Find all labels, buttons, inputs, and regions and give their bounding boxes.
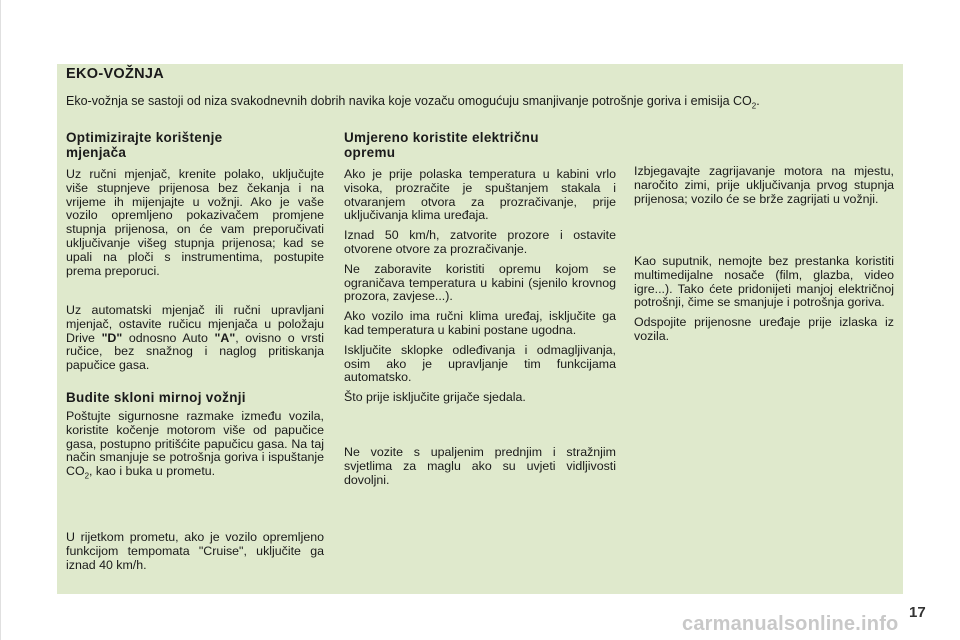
- calm-text-a: Poštujte sigurnosne razmake između vozila, koristite kočenje motorom više od papučice gasa, postupno pritišćite papučicu gasa. Na taj način smanjuje se potrošnja goriva i ispuštanje CO: [66, 409, 324, 479]
- intro-subscript: 2: [751, 101, 757, 111]
- page-edge: [0, 0, 1, 640]
- paragraph-temperature-equipment: Ne zaboravite koristiti opremu kojom se ograničava temperatura u kabini (sjenilo krovnog prozora, zavjese...).: [344, 261, 616, 304]
- drive-label: "D": [101, 330, 123, 345]
- auto-text-c: odnosno Auto: [122, 330, 215, 345]
- paragraph-automatic-gearbox: [66, 304, 324, 373]
- heading-calm-driving: Budite skloni mirnoj vožnji: [66, 390, 246, 405]
- heading-electrical-equipment: Umjereno koristite električnu opremu: [344, 130, 539, 160]
- auto-text-e: , ovisno o vrsti ručice, bez snažnog i naglog pritiskanja papučice gasa.: [66, 330, 325, 373]
- auto-text-a: Uz automatski mjenjač ili ručni upravljani mjenjač, ostavite ručicu mjenjača u položaju Drive: [66, 303, 324, 345]
- paragraph-seat-heaters: Što prije isključite grijače sjedala.: [344, 390, 526, 405]
- intro-end: .: [756, 94, 760, 108]
- page-number: 17: [909, 604, 926, 621]
- co2-subscript: 2: [84, 471, 90, 481]
- column-fog-lights: [344, 446, 616, 487]
- column-calm-driving: [66, 390, 324, 483]
- intro-text: Eko-vožnja se sastoji od niza svakodnevnih dobrih navika koje vozaču omogućuju smanjivanje potrošnje goriva i emisija CO: [66, 94, 752, 108]
- calm-text-b: , kao i buka u prometu.: [89, 464, 216, 479]
- paragraph-calm-driving: [66, 410, 324, 483]
- section-intro: [66, 94, 896, 111]
- column-gearbox: [66, 130, 324, 278]
- auto-label: "A": [214, 330, 236, 345]
- paragraph-fog-lights: Ne vozite s upaljenim prednjim i stražnjim svjetlima za maglu ako su uvjeti vidljivosti dovoljni.: [344, 445, 616, 487]
- column-engine-warmup: [634, 165, 894, 206]
- column-gearbox-auto: [66, 304, 324, 373]
- paragraph-defrost: Isključite sklopke odleđivanja i odmagljivanja, osim ako je upravljanje tim funkcijama automatsko.: [344, 342, 616, 385]
- paragraph-engine-warmup: Izbjegavajte zagrijavanje motora na mjestu, naročito zimi, prije uključivanja prvog stupnja prijenosa; vozilo će se brže zagrijati u vožnji.: [634, 164, 894, 206]
- column-electrical: [344, 130, 616, 405]
- heading-optimize-gearbox: Optimizirajte korištenje mjenjača: [66, 130, 223, 160]
- paragraph-close-windows: Iznad 50 km/h, zatvorite prozore i ostavite otvorene otvore za prozračivanje.: [344, 228, 616, 256]
- column-cruise: [66, 531, 324, 572]
- paragraph-manual-climate: Ako vozilo ima ručni klima uređaj, isključite ga kad temperatura u kabini postane ugodna.: [344, 309, 616, 337]
- paragraph-cruise-control: U rijetkom prometu, ako je vozilo opremljeno funkcijom tempomata "Cruise", uključite ga iznad 40 km/h.: [66, 530, 324, 572]
- paragraph-manual-gearbox: Uz ručni mjenjač, krenite polako, uključujte više stupnjeve prijenosa bez čekanja i na vrijeme ih mijenjajte u vožnji. Ako je vaše vozilo opremljeno pokazivačem promjene stupnja prijenosa, on će vam preporučivati uključivanje višeg stupnja prijenosa; kad se upali na ploči s instrumentima, postupite prema preporuci.: [66, 167, 324, 278]
- paragraph-multimedia: Kao suputnik, nemojte bez prestanka koristiti multimedijalne nosače (film, glazba, video igre...). Tako ćete pridonijeti manjoj električnoj potrošnji, čime se smanjuje i potrošnja goriva.: [634, 254, 894, 310]
- paragraph-cabin-ventilation: Ako je prije polaska temperatura u kabini vrlo visoka, prozračite je spuštanjem stakala i otvaranjem otvora za prozračivanje, prije uključivanja klima uređaja.: [344, 167, 616, 223]
- section-title: EKO-VOŽNJA: [66, 66, 165, 82]
- paragraph-portable-devices: Odspojite prijenosne uređaje prije izlaska iz vozila.: [634, 315, 894, 343]
- column-multimedia: [634, 255, 894, 344]
- watermark-text: carmanualsonline.info: [682, 613, 899, 635]
